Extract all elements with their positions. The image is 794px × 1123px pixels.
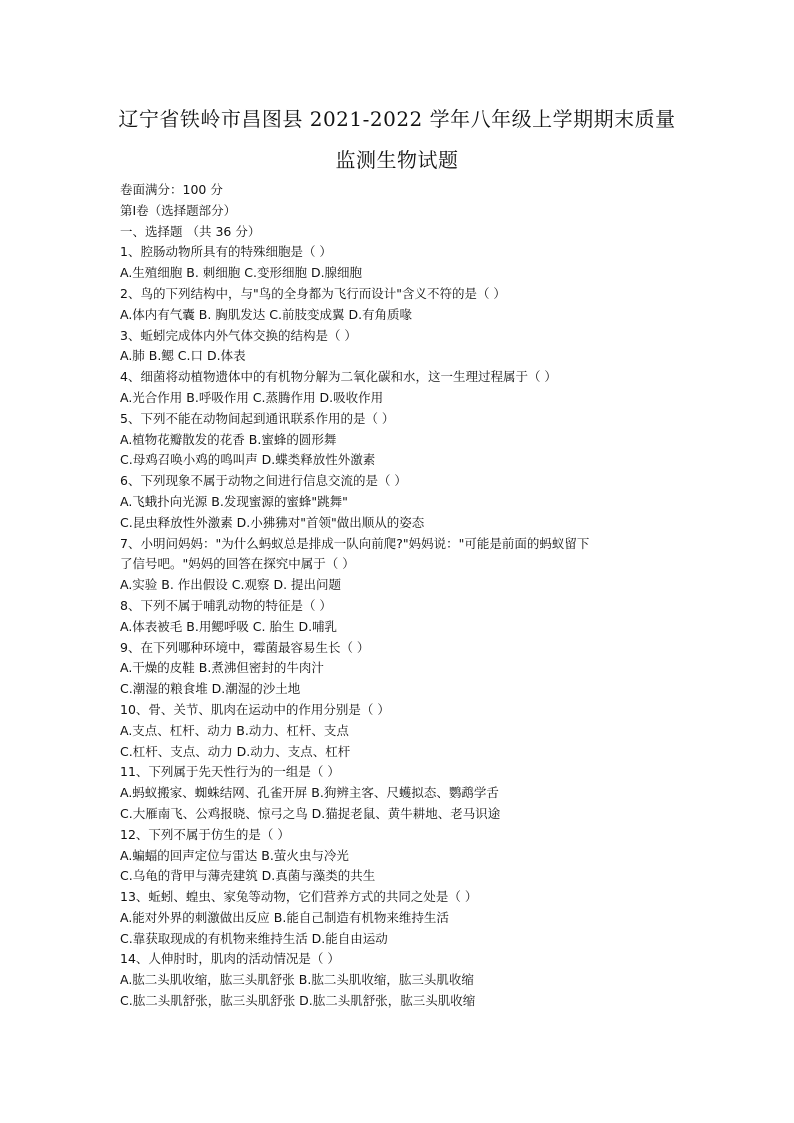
- question-text-line: C.靠获取现成的有机物来维持生活 D.能自由运动: [120, 930, 388, 946]
- question-text-line: 了信号吧。"妈妈的回答在探究中属于（ ）: [120, 556, 355, 572]
- question-text-line: C.大雁南飞、公鸡报晓、惊弓之鸟 D.猫捉老鼠、黄牛耕地、老马识途: [120, 805, 501, 821]
- question-text-line: 12、下列不属于仿生的是（ ）: [120, 826, 290, 842]
- question-text-line: 5、下列不能在动物间起到通讯联系作用的是（ ）: [120, 410, 395, 426]
- question-text-line: A.实验 B. 作出假设 C.观察 D. 提出问题: [120, 577, 342, 593]
- question-text-line: A.干燥的皮鞋 B.煮沸但密封的牛肉汁: [120, 660, 324, 676]
- question-text-line: 2、鸟的下列结构中，与"鸟的全身都为飞行而设计"含义不符的是（ ）: [120, 285, 506, 301]
- question-text-line: 14、人伸肘时，肌肉的活动情况是（ ）: [120, 951, 340, 967]
- section-heading: 一、选择题 （共 36 分）: [120, 223, 261, 239]
- question-text-line: 10、骨、关节、肌肉在运动中的作用分别是（ ）: [120, 701, 390, 717]
- question-text-line: C.昆虫释放性外激素 D.小狒狒对"首领"做出顺从的姿态: [120, 514, 425, 530]
- question-text-line: A.植物花瓣散发的花香 B.蜜蜂的圆形舞: [120, 431, 337, 447]
- exam-content: [120, 180, 690, 1012]
- question-text-line: C.潮湿的粮食堆 D.潮湿的沙土地: [120, 681, 301, 697]
- question-text-line: 11、下列属于先天性行为的一组是（ ）: [120, 764, 340, 780]
- document-title-line-2: 监测生物试题: [335, 148, 459, 172]
- question-text-line: A.能对外界的刺激做出反应 B.能自己制造有机物来维持生活: [120, 909, 449, 925]
- question-text-line: 4、细菌将动植物遗体中的有机物分解为二氧化碳和水，这一生理过程属于（ ）: [120, 369, 557, 385]
- score-info: 卷面满分：100 分: [120, 182, 223, 197]
- question-text-line: A.肱二头肌收缩，肱三头肌舒张 B.肱二头肌收缩，肱三头肌收缩: [120, 972, 474, 988]
- question-list: [120, 242, 690, 1011]
- question-text-line: 7、小明问妈妈："为什么蚂蚁总是排成一队向前爬?"妈妈说："可能是前面的蚂蚁留下: [120, 535, 590, 551]
- document-title-line-1: 辽宁省铁岭市昌图县 2021-2022 学年八年级上学期期末质量: [118, 107, 676, 131]
- question-text-line: A.光合作用 B.呼吸作用 C.蒸腾作用 D.吸收作用: [120, 389, 384, 405]
- question-text-line: 9、在下列哪种环境中，霉菌最容易生长（ ）: [120, 639, 370, 655]
- question-text-line: A.飞蛾扑向光源 B.发现蜜源的蜜蜂"跳舞": [120, 493, 348, 509]
- question-text-line: 3、蚯蚓完成体内外气体交换的结构是（ ）: [120, 327, 357, 343]
- question-text-line: A.支点、杠杆、动力 B.动力、杠杆、支点: [120, 722, 349, 738]
- question-text-line: A.蚂蚁搬家、蜘蛛结网、孔雀开屏 B.狗辨主客、尺蠖拟态、鹦鹉学舌: [120, 785, 499, 801]
- question-text-line: C.杠杆、支点、动力 D.动力、支点、杠杆: [120, 743, 351, 759]
- question-text-line: C.乌龟的背甲与薄壳建筑 D.真菌与藻类的共生: [120, 868, 376, 884]
- part-heading: 第Ⅰ卷（选择题部分）: [120, 202, 237, 218]
- question-text-line: A.生殖细胞 B. 刺细胞 C.变形细胞 D.腺细胞: [120, 265, 363, 281]
- question-text-line: 13、蚯蚓、蝗虫、家兔等动物，它们营养方式的共同之处是（ ）: [120, 889, 478, 905]
- question-text-line: 6、下列现象不属于动物之间进行信息交流的是（ ）: [120, 473, 407, 489]
- question-text-line: A.体表被毛 B.用鳃呼吸 C. 胎生 D.哺乳: [120, 618, 338, 634]
- question-text-line: 1、腔肠动物所具有的特殊细胞是（ ）: [120, 244, 332, 260]
- question-text-line: A.蝙蝠的回声定位与雷达 B.萤火虫与冷光: [120, 847, 349, 863]
- question-text-line: A.肺 B.鳃 C.口 D.体表: [120, 348, 246, 364]
- question-text-line: C.肱二头肌舒张，肱三头肌舒张 D.肱二头肌舒张，肱三头肌收缩: [120, 993, 476, 1009]
- question-text-line: 8、下列不属于哺乳动物的特征是（ ）: [120, 597, 332, 613]
- question-text-line: C.母鸡召唤小鸡的鸣叫声 D.蝶类释放性外激素: [120, 452, 376, 468]
- question-text-line: A.体内有气囊 B. 胸肌发达 C.前肢变成翼 D.有角质喙: [120, 306, 413, 322]
